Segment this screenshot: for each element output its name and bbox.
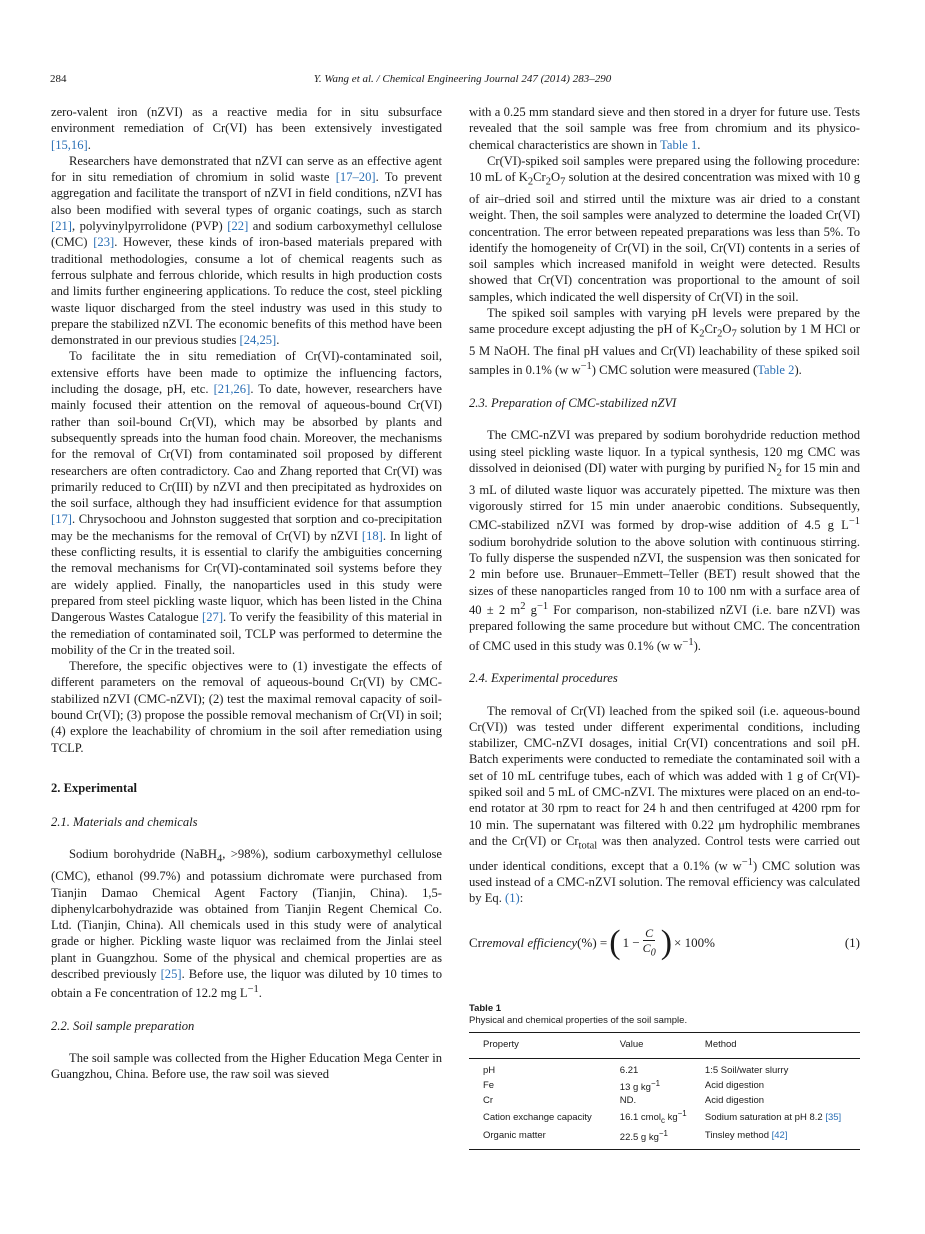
citation-link[interactable]: [18]: [361, 528, 383, 543]
table-1: [469, 1003, 860, 1151]
citation-link[interactable]: [17]: [51, 512, 72, 527]
left-column: [51, 104, 442, 1083]
right-column: [469, 104, 860, 1150]
citation-link[interactable]: [15,16]: [51, 137, 88, 152]
table-row: pH 6.21 1:5 Soil/water slurry: [483, 1065, 789, 1077]
paragraph: To facilitate the in situ remediation of Cr(VI)-contaminated soil, extensive efforts have been made to optimize the influencing factors, including the dosage, pH, etc. [21,26]. To date, however, researchers have mainly focused their attention on the removal of aqueous-bound Cr(VI) rather than soil-bound Cr(VI), which may be absorbed by plants and subsequently spreads into the human food chain. Moreover, the mechanisms for the removal of Cr(VI) from contaminated soil proposed by different researchers are often contradictory. Cao and Zhang reported that Cr(VI) was primarily reduced to Cr(III) by nZVI and then precipitated as hydroxides on the soil surface, although they had insufficient evidence for that assumption [17]. Chrysochoou and Johnston suggested that sorption and co-precipitation may be the mechanisms for the removal of Cr(VI) by nZVI [18]. In light of these conflicting results, it is essential to clarify the ambiguities concerning the removal mechanisms for Cr(VI)-contaminated soil systems before they are widely applied. Finally, the nanoparticles used in this study were prepared from steel pickling waste liquor, which has been listed in the China Dangerous Wastes Catalogue [27]. To verify the feasibility of this material in the remediation of contaminated soil, TCLP was performed to determine the mobility of the Cr in the treated soil.: [51, 349, 442, 657]
equation-number: (1): [844, 934, 860, 950]
running-title: Y. Wang et al. / Chemical Engineering Journal 247 (2014) 283–290: [313, 73, 612, 85]
table-row: Organic matter 22.5 g $kg^{-1}$ Tinsley method [42]: [483, 1129, 788, 1144]
paragraph: Cr(VI)-spiked soil samples were prepared using the following procedure: 10 mL of $K_2Cr_2O_7$ solution at the desired concentration was mixed with 10 g of air–dried soil and stirred until the mixture was air dried to a constant weight. Then, the soil samples were analyzed to determine the loaded Cr(VI) concentration. The error between repeated preparations was less than 5%. To identify the homogeneity of Cr(VI) in the soil, Cr(VI) contents in a series of soil samples which increased manifold in weight were detected. Results showed that Cr(VI) concentration was proportional to the amount of soil samples, which indicated the well dispersity of Cr(VI) in the soil.: [469, 153, 860, 304]
properties-table: [469, 1032, 860, 1151]
column-header: Value: [619, 1038, 644, 1050]
column-header: Property: [483, 1038, 519, 1050]
equation-link[interactable]: (1): [505, 891, 520, 906]
citation-link[interactable]: [42]: [771, 1130, 788, 1142]
paragraph: The soil sample was collected from the Higher Education Mega Center in Guangzhou, China. Before use, the raw soil was sieved: [51, 1051, 442, 1082]
paragraph: zero-valent iron (nZVI) as a reactive media for in situ subsurface environment remediation of Cr(VI) has been extensively investigated [15,16].: [51, 105, 442, 152]
citation-link[interactable]: [25]: [160, 967, 182, 982]
left-paren: (: [609, 923, 621, 961]
paragraph: with a 0.25 mm standard sieve and then stored in a dryer for future use. Tests revealed that the soil sample was free from chromium and its physico-chemical characteristics are shown in Table 1.: [469, 105, 860, 152]
subsection-heading: 2.3. Preparation of CMC-stabilized nZVI: [469, 395, 677, 410]
table-row: Fe 13 g $kg^{-1}$ Acid digestion: [483, 1079, 765, 1094]
paragraph: Researchers have demonstrated that nZVI can serve as an effective agent for in situ remediation of chromium in solid waste [17–20]. To prevent aggregation and facilitate the transport of nZVI in field conditions, nZVI has also been modified with several types of organic coatings, such as starch [21], polyvinylpyrrolidone (PVP) [22] and sodium carboxymethyl cellulose (CMC) [23]. However, these kinds of iron-based materials prepared with traditional methodologies, consume a lot of chemical reagents such as ferrous sulphate and ferrous chloride, which results in high production costs and limits further engineering applications. To reduce the cost, steel pickling waste liquor discharged from the steel industry was used in this study to prepare the stabilized nZVI. The economic benefits of this method have been demonstrated in our previous studies [24,25].: [51, 153, 442, 348]
equation-1: [469, 921, 860, 965]
table-header-row: [469, 1032, 860, 1058]
citation-link[interactable]: [24,25]: [239, 333, 277, 348]
citation-link[interactable]: [21,26]: [213, 382, 251, 397]
equation-body: Cr removal efficiency (%) = ( 1 − $\frac{C}{C_0}$ ) × 100%: [469, 923, 715, 961]
section-heading: 2. Experimental: [51, 780, 138, 795]
paragraph: The spiked soil samples with varying pH levels were prepared by the same procedure except adjusting the pH of $K_2Cr_2O_7$ solution by 1 M HCl or 5 M NaOH. The final pH values and Cr(VI) leachability of these spiked soil samples in 0.1% (w $w^{-1}$) CMC solution were measured (Table 2).: [469, 306, 860, 378]
paragraph: The CMC-nZVI was prepared by sodium borohydride reduction method using steel pickling waste liquor. In a typical synthesis, 120 mg CMC was dissolved in deionised (DI) water with purging by purified $N_2$ for 15 min and 3 mL of diluted waste liquor was accurately pipetted. The mixture was then vigorously stirred for 15 min under anaerobic conditions. Subsequently, CMC-stabilized nZVI was formed by drop-wise addition of 4.5 g $L^{-1}$ sodium borohydride solution to the above solution with continuous stirring. To fully disperse the suspended nZVI, the suspension was then sonicated for 2 min before use. Brunauer–Emmett–Teller (BET) result showed that the sizes of these nanoparticles ranged from 10 to 100 nm with a surface area of 40 ± 2 $m^2$ $g^{-1}$ For comparison, non-stabilized nZVI (i.e. bare nZVI) was prepared following the same procedure but without CMC. The concentration of CMC used in this study was 0.1% (w $w^{-1}$).: [469, 428, 860, 653]
table-link[interactable]: Table 1: [660, 137, 698, 152]
table-label: Table 1: [469, 1002, 502, 1014]
citation-link[interactable]: [35]: [825, 1111, 842, 1123]
fraction: $\frac{C}{C_0}$: [642, 925, 656, 958]
right-paren: ): [660, 923, 673, 961]
citation-link[interactable]: [23]: [93, 235, 115, 250]
table-row: Cation exchange capacity 16.1 cmol$_c$ $kg^{-1}$ Sodium saturation at pH 8.2 [35]: [483, 1109, 842, 1126]
paragraph: Sodium borohydride (NaBH$_4$, >98%), sodium carboxymethyl cellulose (CMC), ethanol (99.7%) and potassium dichromate were purchased from Tianjin Damao Chemical Agent Factory (Tianjin, China). 1,5-diphenylcarbohydrazide was obtained from Tianjin Regent Chemical Co. Ltd. (Tianjin, China). All chemicals used in this study were of analytical grade or higher. Pickling waste liquor was reclaimed from the Jinlai steel plant in Guangzhou. Some of the physical and chemical properties are as described previously [25]. Before use, the liquor was diluted by 10 times to obtain a Fe concentration of 12.2 mg $L^{-1}$.: [51, 847, 442, 1001]
citation-link[interactable]: [27]: [202, 610, 224, 625]
citation-link[interactable]: [17–20]: [335, 170, 376, 185]
paragraph: Therefore, the specific objectives were to (1) investigate the effects of different parameters on the removal of aqueous-bound Cr(VI) by CMC-stabilized nZVI (CMC-nZVI); (2) test the maximal removal capacity of soil-bound Cr(VI); (3) propose the possible removal mechanism of Cr(VI) in soil; (4) explore the leachability of chromium in the soil after remediation using TCLP.: [51, 659, 442, 755]
citation-link[interactable]: [21]: [51, 219, 72, 234]
page-number: 284: [50, 73, 67, 85]
table-caption: Physical and chemical properties of the soil sample.: [469, 1014, 688, 1026]
subsection-heading: 2.1. Materials and chemicals: [51, 815, 198, 830]
subsection-heading: 2.2. Soil sample preparation: [51, 1018, 195, 1033]
citation-link[interactable]: [22]: [227, 219, 249, 234]
table-row: Cr ND. Acid digestion: [483, 1095, 765, 1107]
column-header: Method: [704, 1038, 737, 1050]
table-link[interactable]: Table 2: [757, 363, 795, 378]
paragraph: The removal of Cr(VI) leached from the spiked soil (i.e. aqueous-bound Cr(VI)) was tested under different experimental conditions, including stabilizer, CMC-nZVI dosages, initial Cr(VI) concentrations and soil pH. Batch experiments were conducted to remediate the contaminated soil with a set of 10 mL centrifuge tubes, each of which was added with 1 g of Cr(VI)-spiked soil and 5 mL of CMC-nZVI. The mixtures were placed on an end-to-end rotator at 30 rpm to react for 24 h and then centrifuged at 4200 rpm for 10 min. The supernatant was filtered with 0.22 μm hydrophilic membranes and the Cr(VI) or $Cr_{total}$ was then analyzed. Control tests were carried out under identical conditions, except that a 0.1% (w $w^{-1}$) CMC solution was used instead of a CMC-nZVI solution. The removal efficiency was calculated by Eq. (1):: [469, 703, 861, 906]
subsection-heading: 2.4. Experimental procedures: [469, 671, 618, 686]
